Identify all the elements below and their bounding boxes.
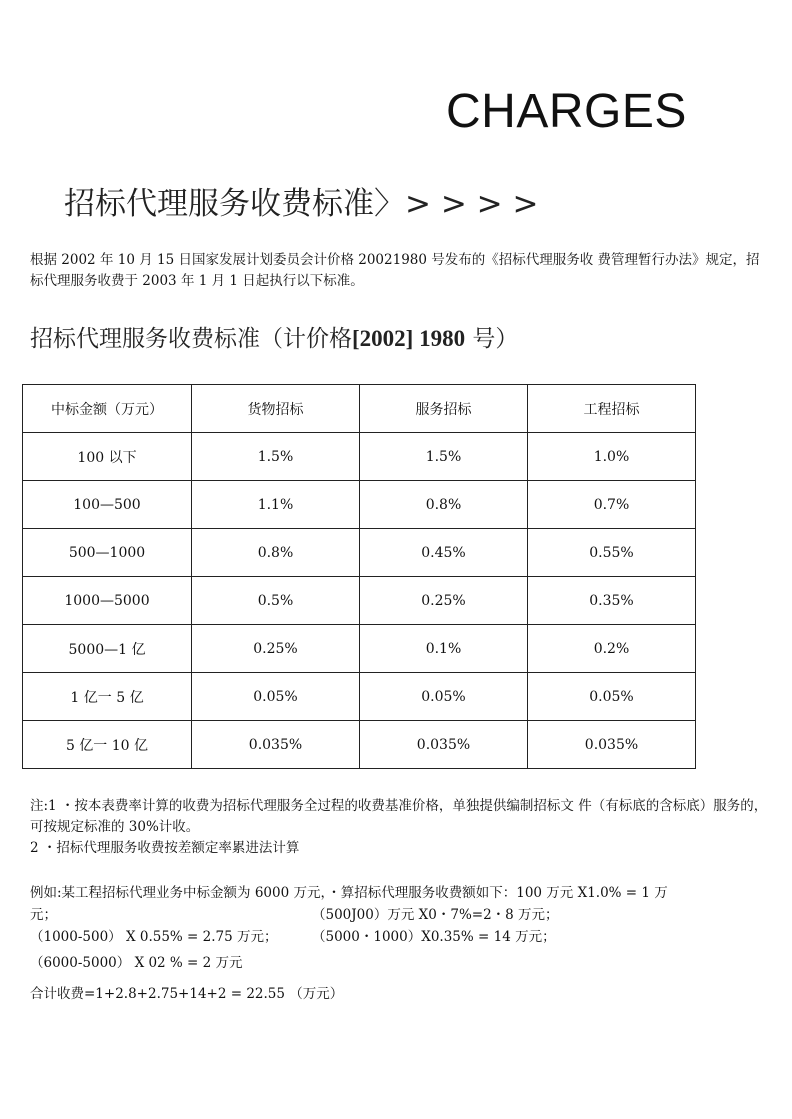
table-row — [23, 529, 696, 577]
page-title: CHARGES — [446, 85, 687, 138]
note-2: 2 ・招标代理服务收费按差额定率累进法计算 — [30, 840, 300, 856]
table-cell: 0.5% — [192, 577, 360, 625]
table-cell: 1 亿一 5 亿 — [23, 673, 192, 721]
table-row — [23, 673, 696, 721]
table-heading-code: [2002] 1980 — [352, 326, 466, 351]
table-cell: 0.8% — [192, 529, 360, 577]
table-cell: 5000—1 亿 — [23, 625, 192, 673]
table-cell: 100 以下 — [23, 433, 192, 481]
example-line-2a: 元； — [30, 907, 57, 923]
table-cell: 0.035% — [360, 721, 528, 769]
table-cell: 0.8% — [360, 481, 528, 529]
example-line-1: 例如:某工程招标代理业务中标金额为 6000 万元，・算招标代理服务收费额如下：100 万元 X1.0% = 1 万 — [30, 885, 668, 901]
example-line-2b: （500J00）万元 X0・7%=2・8 万元； — [312, 907, 559, 923]
table-cell: 100—500 — [23, 481, 192, 529]
table-cell: 0.25% — [360, 577, 528, 625]
table-cell: 1.0% — [528, 433, 696, 481]
table-cell: 0.55% — [528, 529, 696, 577]
table-header-row — [23, 385, 696, 433]
column-header-goods: 货物招标 — [192, 385, 360, 433]
table-cell: 0.7% — [528, 481, 696, 529]
table-cell: 1.5% — [360, 433, 528, 481]
table-cell: 1.5% — [192, 433, 360, 481]
column-header-services: 服务招标 — [360, 385, 528, 433]
example-line-3a: （1000-500） X 0.55% = 2.75 万元； — [30, 929, 278, 945]
column-header-amount: 中标金额（万元） — [23, 385, 192, 433]
table-row — [23, 433, 696, 481]
table-cell: 0.05% — [528, 673, 696, 721]
intro-paragraph: 根据 2002 年 10 月 15 日国家发展计划委员会计价格 20021980 号发布的《招标代理服务收 费管理暂行办法》规定，招标代理服务收费于 2003 年 1 月 1 日起执行以下标准。 — [30, 252, 760, 289]
column-header-engineering: 工程招标 — [528, 385, 696, 433]
table-row — [23, 481, 696, 529]
total-fee: 合计收费=1+2.8+2.75+14+2 = 22.55 （万元） — [30, 986, 344, 1002]
table-cell: 1.1% — [192, 481, 360, 529]
table-cell: 500—1000 — [23, 529, 192, 577]
table-cell: 0.25% — [192, 625, 360, 673]
table-heading-suffix: 号） — [465, 326, 519, 352]
table-heading-prefix: 招标代理服务收费标准（计价格 — [30, 326, 352, 352]
table-cell: 1000—5000 — [23, 577, 192, 625]
table-cell: 0.1% — [360, 625, 528, 673]
table-row — [23, 721, 696, 769]
table-row — [23, 625, 696, 673]
table-cell: 5 亿一 10 亿 — [23, 721, 192, 769]
table-cell: 0.05% — [192, 673, 360, 721]
table-cell: 0.035% — [528, 721, 696, 769]
table-cell: 0.035% — [192, 721, 360, 769]
table-cell: 0.35% — [528, 577, 696, 625]
fee-table — [22, 384, 696, 769]
table-cell: 0.45% — [360, 529, 528, 577]
notes — [30, 796, 770, 859]
table-heading — [30, 320, 518, 353]
section-heading: 招标代理服务收费标准〉> > > > — [64, 186, 539, 222]
example-line-3b: （5000・1000）X0.35% = 14 万元； — [312, 929, 556, 945]
table-cell: 0.05% — [360, 673, 528, 721]
table-cell: 0.2% — [528, 625, 696, 673]
note-1: 注:1 ・按本表费率计算的收费为招标代理服务全过程的收费基准价格，单独提供编制招标文 件（有标底的含标底）服务的，可按规定标准的 30%计收。 — [30, 798, 768, 835]
example-line-4: （6000-5000） X 02 % = 2 万元 — [30, 955, 243, 971]
table-row — [23, 577, 696, 625]
